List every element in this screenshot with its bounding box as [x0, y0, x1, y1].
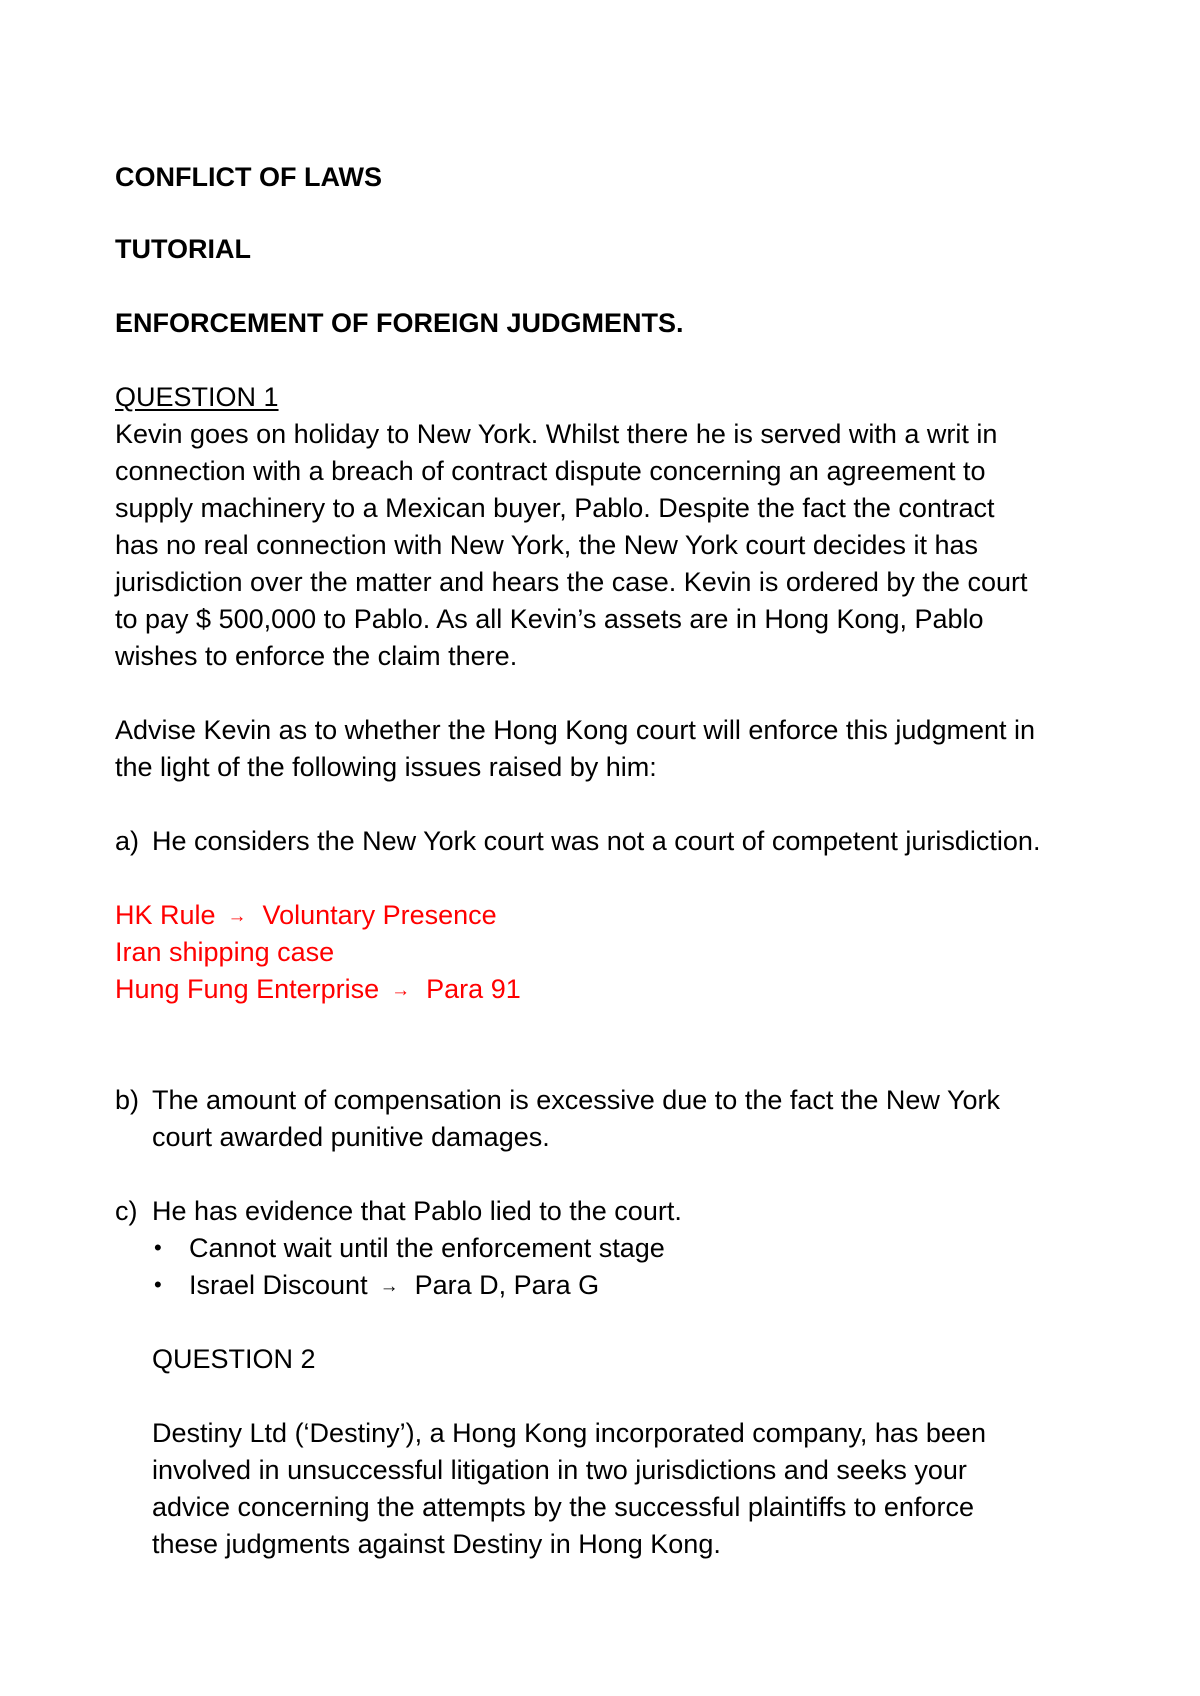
question-2-heading: QUESTION 2 [152, 1344, 316, 1374]
q1-line: connection with a breach of contract dispute concerning an agreement to [115, 456, 986, 486]
bullet-para-d-g: Para D, Para G [414, 1270, 600, 1300]
item-c-text: He has evidence that Pablo lied to the court. [152, 1196, 682, 1226]
q1-line: wishes to enforce the claim there. [115, 641, 518, 671]
item-b-label: b) [115, 1085, 140, 1115]
item-b-line: court awarded punitive damages. [152, 1122, 550, 1152]
item-a-text: He considers the New York court was not a court of competent jurisdiction. [152, 826, 1041, 856]
q2-line: advice concerning the attempts by the successful plaintiffs to enforce [152, 1492, 974, 1522]
bullet-israel-discount: Israel Discount [189, 1270, 368, 1300]
q1-line: supply machinery to a Mexican buyer, Pablo. Despite the fact the contract [115, 493, 995, 523]
arrow-icon: → [227, 906, 247, 927]
bullet-item [189, 1267, 599, 1305]
q1-line: has no real connection with New York, the New York court decides it has [115, 530, 978, 560]
note-hk-rule-label: HK Rule [115, 900, 216, 930]
doc-subtitle: TUTORIAL [115, 234, 251, 264]
arrow-icon: → [391, 980, 411, 1001]
q1-line: Kevin goes on holiday to New York. Whilst there he is served with a writ in [115, 419, 998, 449]
q2-line: these judgments against Destiny in Hong Kong. [152, 1529, 721, 1559]
q2-line: involved in unsuccessful litigation in two jurisdictions and seeks your [152, 1455, 967, 1485]
advise-line: the light of the following issues raised by him: [115, 752, 657, 782]
note-hung-fung [115, 971, 521, 1009]
item-a-label: a) [115, 826, 140, 856]
note-hk-rule [115, 897, 497, 935]
note-iran-shipping: Iran shipping case [115, 937, 335, 967]
q1-line: jurisdiction over the matter and hears the case. Kevin is ordered by the court [115, 567, 1028, 597]
question-1-heading: QUESTION 1 [115, 382, 279, 412]
doc-title: CONFLICT OF LAWS [115, 162, 382, 192]
q1-line: to pay $ 500,000 to Pablo. As all Kevin’s assets are in Hong Kong, Pablo [115, 604, 984, 634]
advise-line: Advise Kevin as to whether the Hong Kong court will enforce this judgment in [115, 715, 1036, 745]
doc-topic: ENFORCEMENT OF FOREIGN JUDGMENTS. [115, 308, 684, 338]
note-voluntary-presence: Voluntary Presence [262, 900, 497, 930]
bullet-icon: • [154, 1235, 162, 1260]
bullet-item: Cannot wait until the enforcement stage [189, 1233, 665, 1263]
q2-line: Destiny Ltd (‘Destiny’), a Hong Kong incorporated company, has been [152, 1418, 986, 1448]
bullet-icon: • [154, 1272, 162, 1297]
note-para-91: Para 91 [426, 974, 521, 1004]
item-c-label: c) [115, 1196, 138, 1226]
item-b-line: The amount of compensation is excessive due to the fact the New York [152, 1085, 1000, 1115]
note-hung-fung-label: Hung Fung Enterprise [115, 974, 380, 1004]
arrow-icon: → [379, 1276, 399, 1297]
